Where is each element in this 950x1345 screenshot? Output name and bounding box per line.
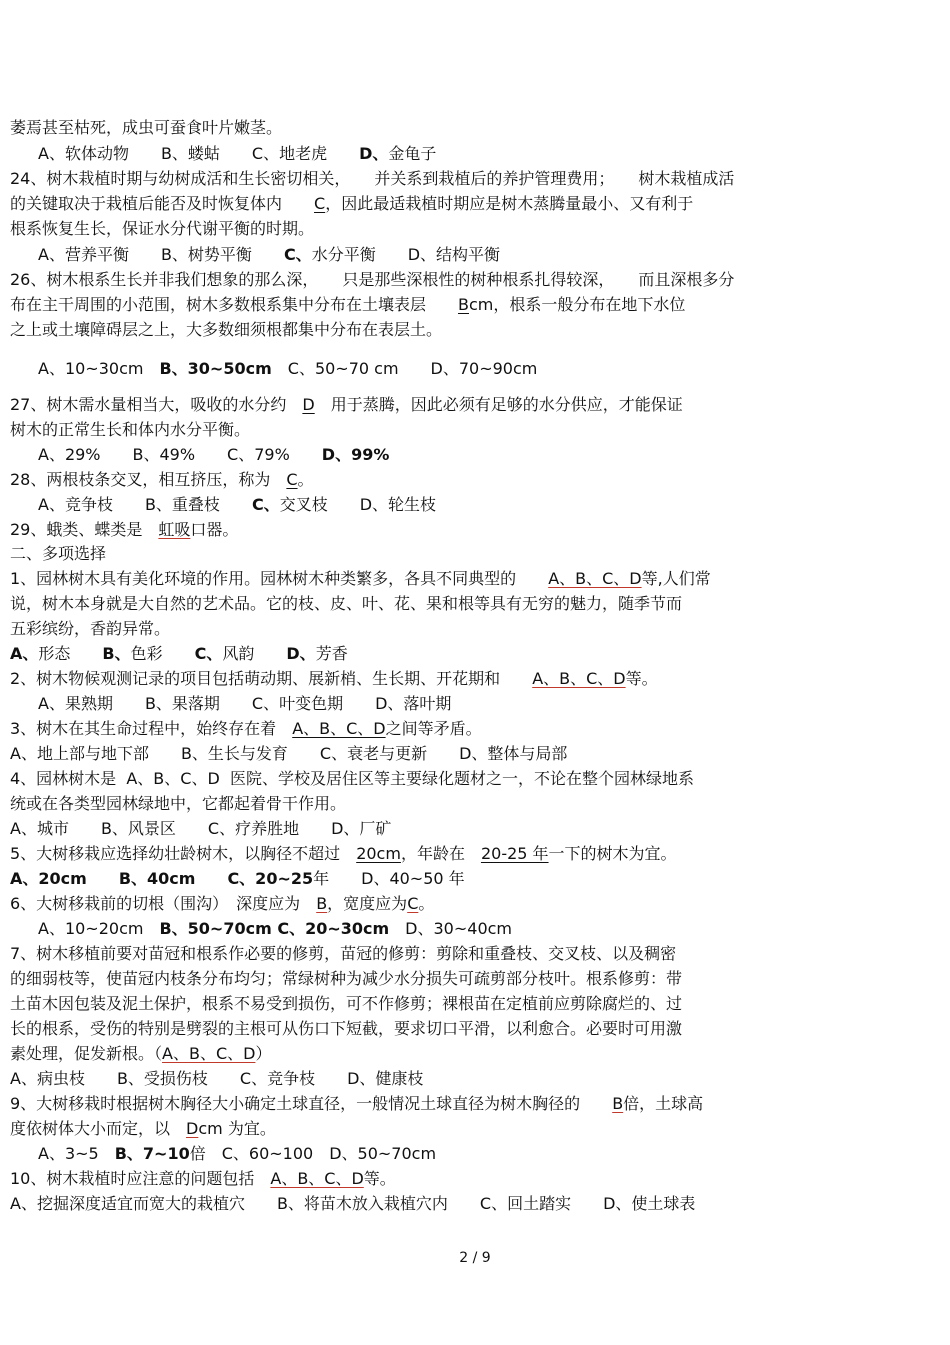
answer-blank: C [407,894,419,913]
question-m3: 3、树木在其生命过程中，始终存在着 A、B、C、D之间等矛盾。 [10,719,482,738]
text-line: 度依树体大小而定，以 Dcm 为宜。 [10,1119,276,1138]
answer-blank: A、B、C、D [270,1169,364,1188]
text-line: 素处理，促发新根。（A、B、C、D） [10,1044,272,1063]
question-m5: 5、大树移栽应选择幼壮龄树木，以胸径不超过 20cm，年龄在 20-25 年一下的树木为宜。 [10,844,677,863]
question-27: 27、树木需水量相当大，吸收的水分约 D 用于蒸腾，因此必须有足够的水分供应，才能保证 [10,395,683,414]
text-line: 树木的正常生长和体内水分平衡。 [10,420,251,439]
page-number: 2 / 9 [459,1250,491,1266]
options-line: A、果熟期 B、果落期 C、叶变色期 D、落叶期 [38,694,452,713]
section-heading: 二、多项选择 [10,544,107,563]
text-line: 之上或土壤障碍层之上，大多数细须根都集中分布在表层土。 [10,320,443,339]
answer-blank: C [314,194,326,213]
question-29: 29、蛾类、蝶类是 虹吸口器。 [10,520,239,539]
answer-blank: 虹吸 [158,520,191,539]
answer-blank: C [286,470,298,489]
options-line: A、20cm B、40cm C、20~25年 D、40~50 年 [10,869,465,888]
answer-blank: A、B、C、D [532,669,626,688]
text-line: 说，树木本身就是大自然的艺术品。它的枝、皮、叶、花、果和根等具有无穷的魅力，随季节而 [10,594,683,613]
text-line: 萎焉甚至枯死，成虫可蚕食叶片嫩茎。 [10,118,283,137]
options-line: A、形态 B、色彩 C、风韵 D、芳香 [10,644,348,663]
answer-blank: A、B、C、D [548,569,642,588]
text-line: 统或在各类型园林绿地中，它都起着骨干作用。 [10,794,347,813]
question-26: 26、树木根系生长并非我们想象的那么深， 只是那些深根性的树种根系扎得较深， 而且深根多分 [10,270,735,289]
question-m9: 9、大树移栽时根据树木胸径大小确定土球直径，一般情况土球直径为树木胸径的 B倍，土球高 [10,1094,704,1113]
options-line: A、10~30cm B、30~50cm C、50~70 cm D、70~90cm [38,359,538,378]
answer-blank: D [186,1119,199,1138]
options-line: A、地上部与地下部 B、生长与发育 C、衰老与更新 D、整体与局部 [10,744,568,763]
question-m10: 10、树木栽植时应注意的问题包括 A、B、C、D等。 [10,1169,396,1188]
text-line: 根系恢复生长，保证水分代谢平衡的时期。 [10,219,315,238]
answer-blank: B [316,894,328,913]
text-line: 布在主干周围的小范围，树木多数根系集中分布在土壤表层 Bcm，根系一般分布在地下水位 [10,295,686,314]
text-line: 的关键取决于栽植后能否及时恢复体内 C，因此最适栽植时期应是树木蒸腾量最小、又有利于 [10,194,694,213]
options-line: A、城市 B、风景区 C、疗养胜地 D、厂矿 [10,819,392,838]
answer-blank: D [302,395,315,414]
question-m6: 6、大树移栽前的切根（围沟） 深度应为 B，宽度应为C。 [10,894,435,913]
answer-blank: A、B、C、D [162,1044,256,1063]
text-line: 的细弱枝等，使苗冠内枝条分布均匀；常绿树种为减少水分损失可疏剪部分枝叶。根系修剪：带 [10,969,683,988]
question-24: 24、树木栽植时期与幼树成活和生长密切相关， 并关系到栽植后的养护管理费用； 树木栽植成活 [10,169,735,188]
answer-blank: B [612,1094,624,1113]
question-28: 28、两根枝条交叉，相互挤压，称为 C。 [10,470,314,489]
question-m2: 2、树木物候观测记录的项目包括萌动期、展新梢、生长期、开花期和 A、B、C、D等。 [10,669,658,688]
text-line: 五彩缤纷，香韵异常。 [10,619,171,638]
options-line: A、病虫枝 B、受损伤枝 C、竞争枝 D、健康枝 [10,1069,424,1088]
options-line: A、10~20cm B、50~70cm C、20~30cm D、30~40cm [38,919,513,938]
options-line: A、竞争枝 B、重叠枝 C、交叉枝 D、轮生枝 [38,495,437,514]
answer-blank: 20-25 年 [480,844,549,863]
question-m4: 4、园林树木是 A、B、C、D 医院、学校及居住区等主要绿化题材之一，不论在整个园林绿地系 [10,769,694,788]
options-line: A、3~5 B、7~10倍 C、60~100 D、50~70cm [38,1144,437,1163]
text-line: 土苗木因包装及泥土保护，根系不易受到损伤，可不作修剪；裸根苗在定植前应剪除腐烂的、过 [10,994,683,1013]
options-line: A、软体动物 B、蝼蛄 C、地老虎 D、金龟子 [38,144,437,163]
options-line: A、挖掘深度适宜而宽大的栽植穴 B、将苗木放入栽植穴内 C、回土踏实 D、使土球表 [10,1194,696,1213]
options-line: A、29% B、49% C、79% D、99% [38,445,390,464]
answer-blank: 20cm [356,844,401,863]
text-line: 长的根系，受伤的特别是劈裂的主根可从伤口下短截，要求切口平滑，以利愈合。必要时可用激 [10,1019,683,1038]
answer-blank: B [458,295,469,314]
options-line: A、营养平衡 B、树势平衡 C、水分平衡 D、结构平衡 [38,245,501,264]
answer-blank: A、B、C、D [292,719,386,738]
question-m1: 1、园林树木具有美化环境的作用。园林树木种类繁多，各具不同典型的 A、B、C、D等,人们常 [10,569,711,588]
question-m7: 7、树木移植前要对苗冠和根系作必要的修剪，苗冠的修剪：剪除和重叠枝、交叉枝、以及稠密 [10,944,677,963]
